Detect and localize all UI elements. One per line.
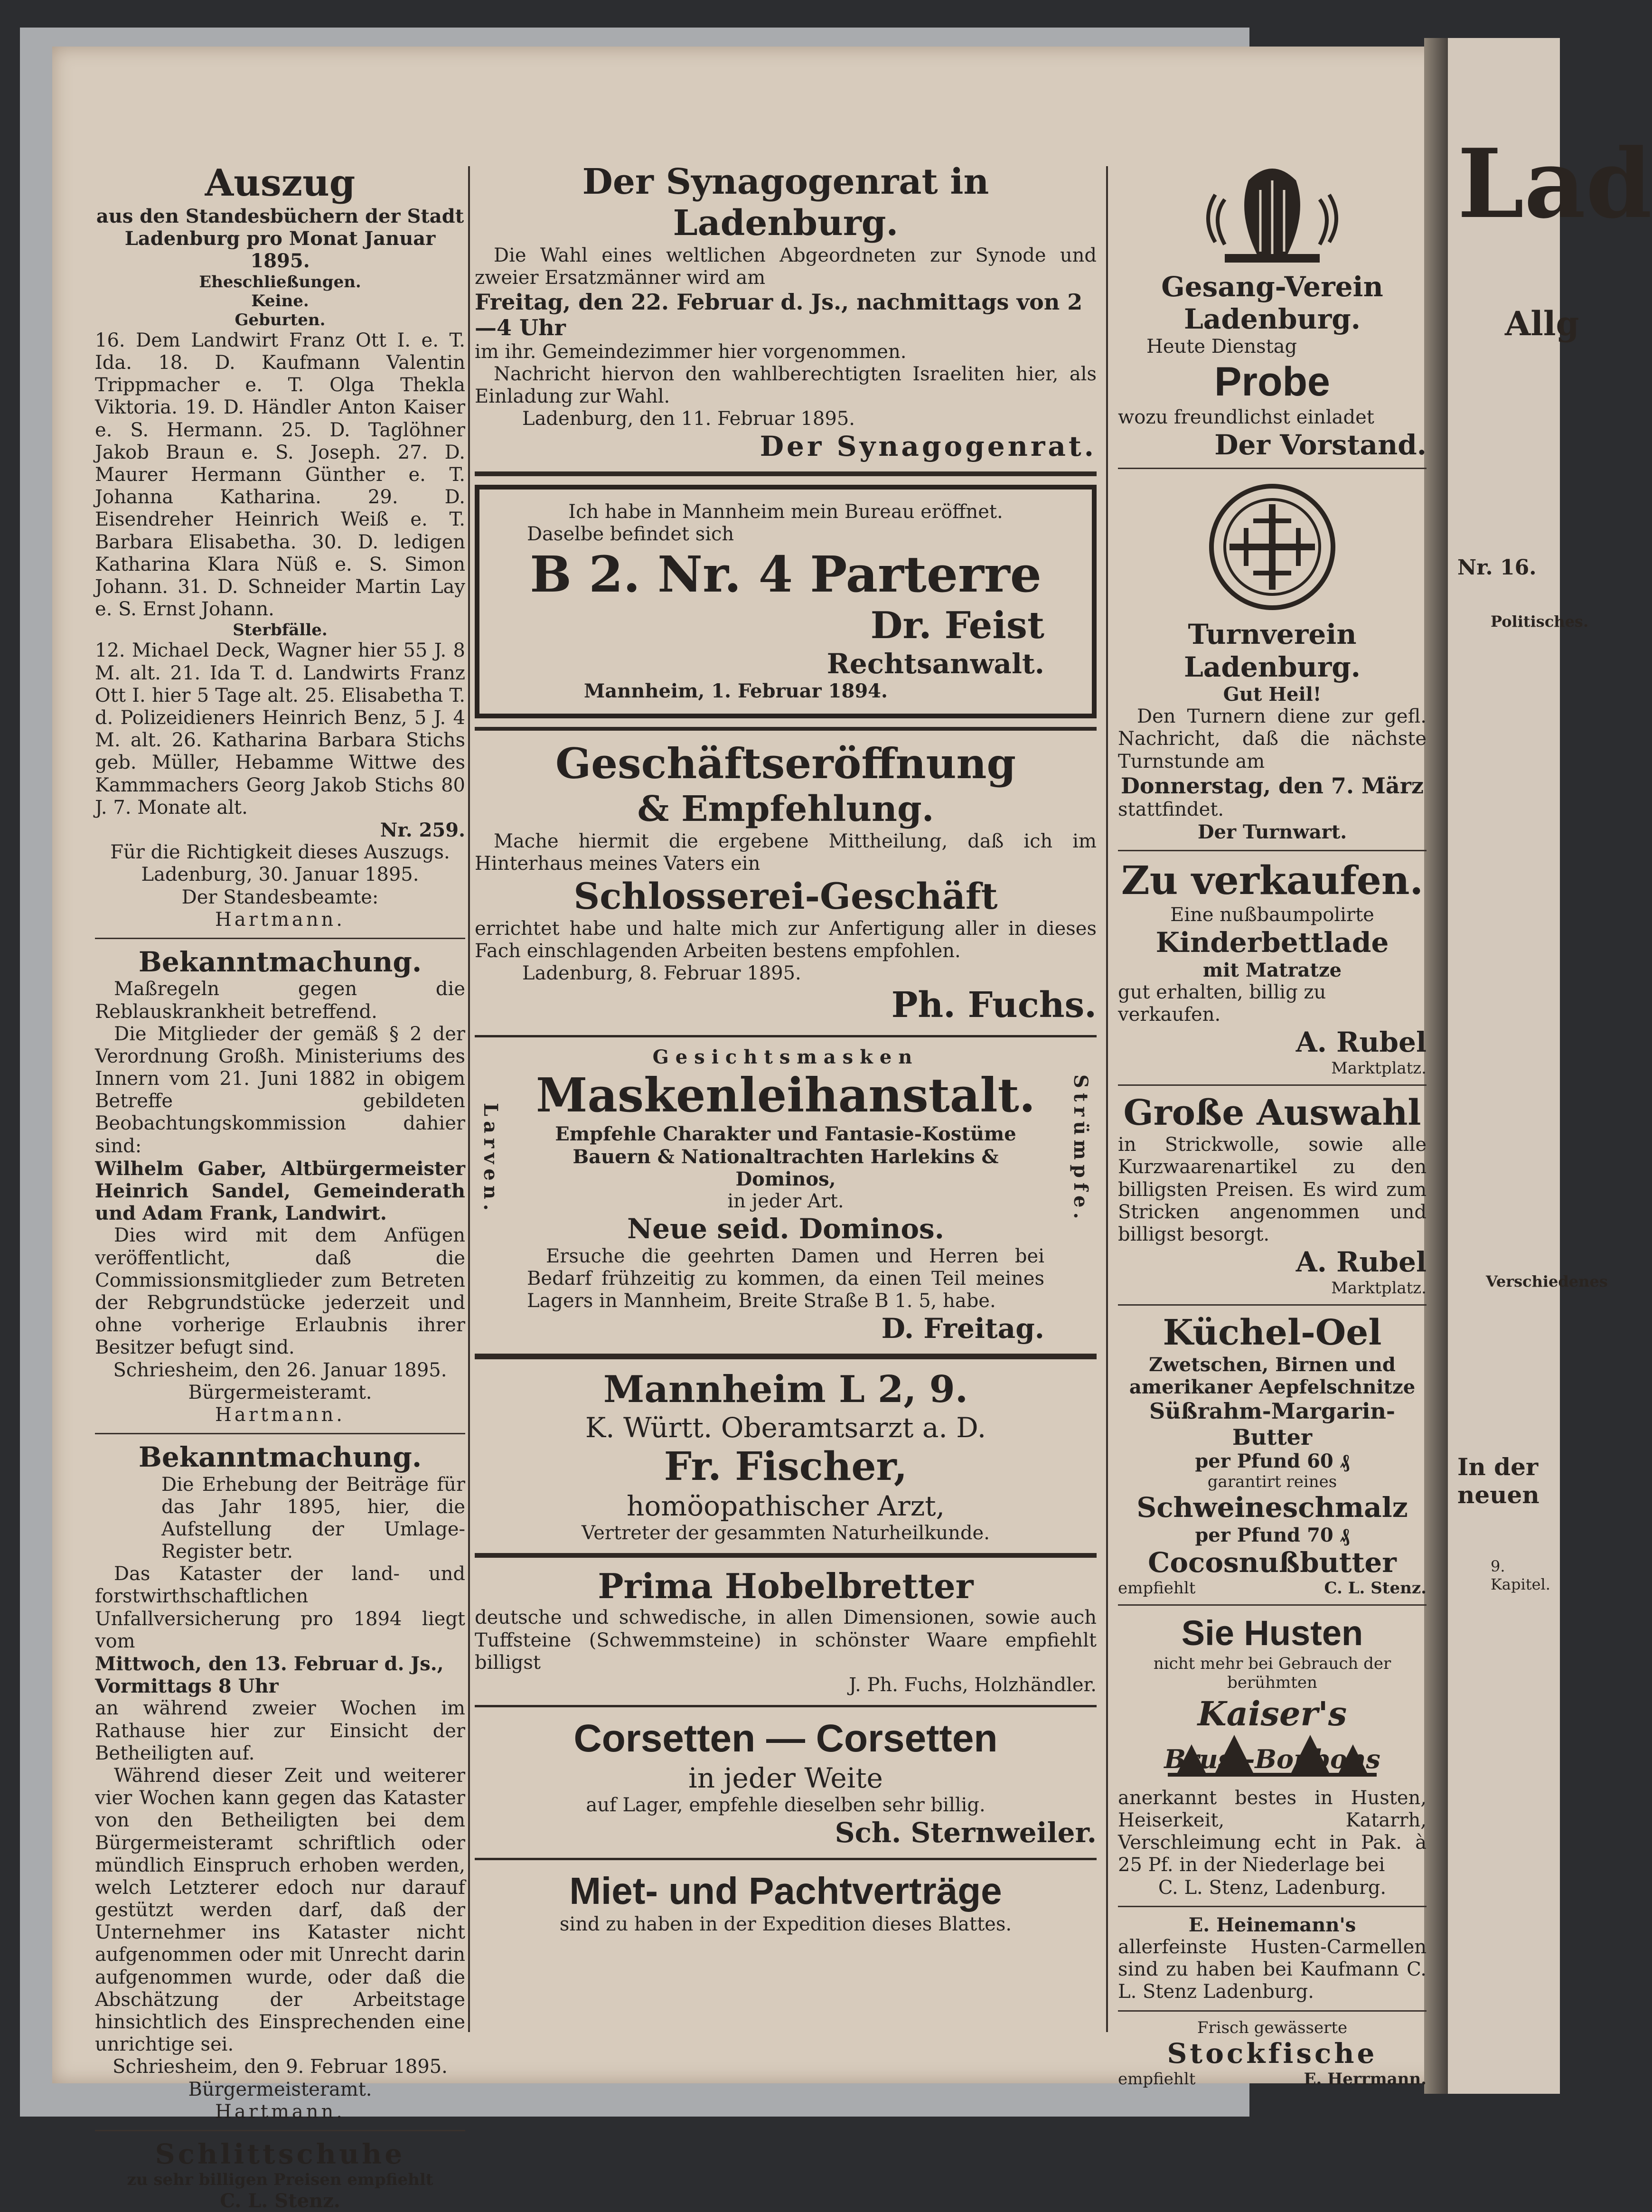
synagogenrat-notice xyxy=(475,161,1097,463)
auszug-certification: Für die Richtigkeit dieses Auszugs. xyxy=(110,841,450,864)
hobel-title: Prima Hobelbretter xyxy=(598,1566,974,1607)
verk-line2: mit Matratze xyxy=(1202,959,1342,981)
turnverein-emblem-icon xyxy=(1201,476,1343,618)
verk-place: Marktplatz. xyxy=(1331,1058,1427,1078)
heinemann-ad xyxy=(1118,1914,1427,2004)
auswahl-ad xyxy=(1118,1092,1427,1298)
bek1-office: Bürgermeisteramt. xyxy=(188,1381,372,1403)
divider xyxy=(1118,2010,1427,2012)
masken-ad xyxy=(475,1046,1097,1345)
auszug-place-date: Ladenburg, 30. Januar 1895. xyxy=(141,864,419,886)
stock-top: Frisch gewässerte xyxy=(1197,2018,1348,2037)
kuechel-line3: per Pfund 60 ₰ xyxy=(1195,1450,1350,1472)
fischer-line2: Vertreter der gesammten Naturheilkunde. xyxy=(582,1522,990,1544)
kuechel-ad xyxy=(1118,1312,1427,1598)
svg-text:Brust-Bonbons: Brust-Bonbons xyxy=(1164,1743,1380,1774)
bekanntmachung-1 xyxy=(95,946,465,1426)
divider xyxy=(475,1354,1097,1359)
kaiser-logo-icon xyxy=(1163,1692,1381,1787)
corsetten-ad xyxy=(475,1716,1097,1849)
turn-greeting: Gut Heil! xyxy=(1223,683,1322,706)
next-section2-title: Verschiedenes xyxy=(1486,1272,1608,1290)
divider xyxy=(475,1553,1097,1558)
gesang-title: Gesang-Verein Ladenburg. xyxy=(1161,271,1383,336)
kuechel-line7: Cocosnußbutter xyxy=(1148,1546,1397,1579)
auszug-marriages-none: Keine. xyxy=(251,291,309,311)
hobel-body: deutsche und schwedische, in allen Dimensionen, sowie auch Tuffsteine (Schwemmsteine) in schönster Waare empfiehlt billigst xyxy=(475,1607,1097,1674)
column-3 xyxy=(1118,161,1427,2089)
fischer-address: Mannheim L 2, 9. xyxy=(603,1367,968,1411)
turn-title: Turnverein Ladenburg. xyxy=(1183,618,1361,683)
auswahl-place: Marktplatz. xyxy=(1331,1278,1427,1298)
husten-line1: nicht mehr bei Gebrauch der berühmten xyxy=(1153,1654,1391,1692)
turn-body: Den Turnern diene zur gefl. Nachricht, daß die nächste Turnstunde am xyxy=(1118,706,1427,772)
turn-body2: stattfindet. xyxy=(1118,799,1224,821)
gesang-line2: wozu freundlichst einladet xyxy=(1118,406,1374,428)
bek2-body2: an während zweier Wochen im Rathause hier zur Einsicht der Betheiligten auf. xyxy=(95,1697,465,1764)
kuechel-line2: Süßrahm-Margarin-Butter xyxy=(1149,1398,1396,1450)
hobel-name: J. Ph. Fuchs, Holzhändler. xyxy=(849,1674,1097,1696)
kuechel-left: empfiehlt xyxy=(1118,1579,1196,1598)
masken-line1: Empfehle Charakter und Fantasie-Kostüme xyxy=(555,1123,1016,1146)
fuchs-title1: Geschäftseröffnung xyxy=(555,739,1016,789)
fuchs-body1: Mache hiermit die ergebene Mittheilung, daß ich im Hinterhaus meines Vaters ein xyxy=(475,830,1097,875)
feist-name: Dr. Feist xyxy=(870,603,1044,647)
syn-place-date: Ladenburg, den 11. Februar 1895. xyxy=(522,408,855,430)
stock-footer xyxy=(1118,2070,1427,2089)
stock-left: empfiehlt xyxy=(1118,2070,1196,2089)
fuchs-name: Ph. Fuchs. xyxy=(891,985,1097,1026)
kuechel-title: Küchel-Oel xyxy=(1163,1312,1382,1353)
auszug-marriages-heading: Eheschließungen. xyxy=(199,272,361,292)
bek2-title: Bekanntmachung. xyxy=(138,1441,422,1474)
miet-ad xyxy=(475,1869,1097,1936)
fischer-ad xyxy=(475,1368,1097,1545)
next-serial-title: In der neuen xyxy=(1457,1453,1539,1509)
auswahl-title: Große Auswahl xyxy=(1123,1092,1421,1133)
syn-body3: Nachricht hiervon den wahlberechtigten Israeliten hier, als Einladung zur Wahl. xyxy=(475,363,1097,407)
verkaufen-ad xyxy=(1118,858,1427,1077)
bek1-signature: Hartmann. xyxy=(215,1403,345,1426)
turn-sign: Der Turnwart. xyxy=(1197,821,1347,844)
cors-title: Corsetten — Corsetten xyxy=(573,1717,998,1760)
feist-ad xyxy=(475,485,1097,719)
divider xyxy=(1118,850,1427,851)
auszug-deaths-heading: Sterbfälle. xyxy=(233,621,328,640)
schlitt-line: zu sehr billigen Preisen empfiehlt xyxy=(127,2170,433,2190)
fischer-line1: K. Württ. Oberamtsarzt a. D. xyxy=(585,1411,986,1444)
auszug-notice xyxy=(95,161,465,931)
gesang-sign: Der Vorstand. xyxy=(1214,428,1427,461)
bek2-subject: Die Erhebung der Beiträge für das Jahr 1895, hier, die Aufstellung der Umlage-Register betr. xyxy=(161,1473,465,1563)
fuchs-place-date: Ladenburg, 8. Februar 1895. xyxy=(522,962,801,985)
bek2-signature: Hartmann. xyxy=(215,2100,345,2123)
bek1-title: Bekanntmachung. xyxy=(138,945,422,978)
gesang-verein-ad xyxy=(1118,161,1427,461)
bek2-body1: Das Kataster der land- und forstwirthschaftlichen Unfallversicherung pro 1894 liegt vom xyxy=(95,1563,465,1652)
feist-address: B 2. Nr. 4 Parterre xyxy=(530,545,1042,604)
bek2-body3: Während dieser Zeit und weiterer vier Wochen kann gegen das Kataster von den Betheiligten bei dem Bürgermeisteramt schriftlich oder mündlich Einspruch erhoben werden, welch Letzterer edoch nur darauf gestützt werden darf, daß der Unternehmer ins Kataster nicht aufgenommen oder mit Unrecht darin aufgenommen wurde, oder daß die Abschätzung der Arbeitstage hinsichtlich des Einsprechenden eine unrichtige sei. xyxy=(95,1764,465,2056)
syn-title: Der Synagogenrat in Ladenburg. xyxy=(582,161,989,244)
verk-name: A. Rubel xyxy=(1295,1026,1427,1059)
feist-line1: Ich habe in Mannheim mein Bureau eröffnet. xyxy=(568,500,1003,523)
auswahl-name: A. Rubel xyxy=(1295,1246,1427,1279)
auszug-official: Der Standesbeamte: xyxy=(181,886,379,908)
husten-ad xyxy=(1118,1612,1427,1899)
auszug-subtitle: aus den Standesbüchern der Stadt Ladenburg pro Monat Januar 1895. xyxy=(96,205,464,273)
divider xyxy=(1118,1906,1427,1907)
heinemann-title: E. Heinemann's xyxy=(1188,1913,1356,1936)
next-masthead: Lad xyxy=(1457,128,1652,240)
bek2-date: Mittwoch, den 13. Februar d. Js., Vormittags 8 Uhr xyxy=(95,1653,444,1698)
auszug-signature: Hartmann. xyxy=(215,908,345,931)
syn-sign: Der Synagogenrat. xyxy=(760,430,1097,463)
feist-title: Rechtsanwalt. xyxy=(826,647,1044,680)
fischer-name: Fr. Fischer, xyxy=(664,1444,908,1489)
fuchs-shop: Schlosserei-Geschäft xyxy=(573,875,998,917)
column-rule-1 xyxy=(468,166,470,2032)
auszug-deaths: 12. Michael Deck, Wagner hier 55 J. 8 M. alt. 21. Ida T. d. Landwirts Franz Ott I. hier 5 Tage alt. 25. Elisabetha T. d. Polizeidieners Heinrich Benz, 5 J. 4 M. alt. 26. Katharina Barbara Stichs geb. Müller, Hebamme Wittwe des Kammmachers Georg Jakob Stichs 80 J. 7. Monate alt. xyxy=(95,640,465,819)
next-section-title: Politisches. xyxy=(1491,612,1589,631)
kuechel-footer xyxy=(1118,1579,1427,1598)
schlitt-name: C. L. Stenz. xyxy=(220,2189,340,2212)
divider xyxy=(95,2130,465,2131)
syn-body2: im ihr. Gemeindezimmer hier vorgenommen. xyxy=(475,340,907,363)
feist-place-date: Mannheim, 1. Februar 1894. xyxy=(584,680,888,703)
bekanntmachung-2 xyxy=(95,1441,465,2123)
next-masthead-sub: Allg xyxy=(1505,304,1579,343)
bek2-office: Bürgermeisteramt. xyxy=(188,2078,372,2100)
column-2 xyxy=(475,161,1097,1936)
column-rule-2 xyxy=(1106,166,1108,2032)
schlitt-title: Schlittschuhe xyxy=(155,2137,405,2170)
husten-name: C. L. Stenz, Ladenburg. xyxy=(1158,1876,1387,1899)
masken-line2: Bauern & Nationaltrachten Harlekins & Dominos, xyxy=(573,1145,999,1190)
lyre-icon xyxy=(1196,161,1348,271)
divider xyxy=(1118,1604,1427,1606)
verk-item: Kinderbettlade xyxy=(1155,926,1389,959)
masken-line5: Ersuche die geehrten Damen und Herren bei Bedarf frühzeitig zu kommen, da einen Teil meines Lagers in Mannheim, Breite Straße B 1. 5, habe. xyxy=(527,1245,1044,1312)
miet-line: sind zu haben in der Expedition dieses Blattes. xyxy=(559,1913,1012,1936)
divider xyxy=(475,727,1097,731)
fischer-title: homöopathischer Arzt, xyxy=(626,1489,945,1522)
heinemann-body: allerfeinste Husten-Carmellen sind zu haben bei Kaufmann C. L. Stenz Ladenburg. xyxy=(1118,1936,1427,2003)
divider xyxy=(95,938,465,939)
kuechel-line6: per Pfund 70 ₰ xyxy=(1195,1524,1350,1546)
stock-title: Stockfische xyxy=(1167,2037,1378,2070)
syn-date: Freitag, den 22. Februar d. Js., nachmittags von 2—4 Uhr xyxy=(475,289,1083,341)
cors-line1: in jeder Weite xyxy=(688,1761,883,1794)
masken-top: Gesichtsmasken xyxy=(652,1045,919,1068)
verk-line1: Eine nußbaumpolirte xyxy=(1170,904,1374,926)
masken-line3: in jeder Art. xyxy=(727,1190,844,1212)
masken-title: Maskenleihanstalt. xyxy=(535,1068,1036,1123)
auszug-births-heading: Geburten. xyxy=(235,310,326,329)
auswahl-body: in Strickwolle, sowie alle Kurzwaarenartikel zu den billigsten Preisen. Es wird zum Stricken angenommen und billigst besorgt. xyxy=(1118,1134,1427,1245)
masken-line4: Neue seid. Dominos. xyxy=(627,1213,944,1245)
auszug-number: Nr. 259. xyxy=(380,819,465,841)
stock-name: E. Herrmann. xyxy=(1304,2070,1427,2089)
bek1-place-date: Schriesheim, den 26. Januar 1895. xyxy=(113,1359,447,1381)
next-issue-number: Nr. 16. xyxy=(1457,555,1537,580)
kuechel-name: C. L. Stenz. xyxy=(1324,1579,1427,1598)
miet-title: Miet- und Pachtverträge xyxy=(569,1869,1002,1912)
auszug-births: 16. Dem Landwirt Franz Ott I. e. T. Ida. 18. D. Kaufmann Valentin Trippmacher e. T. Olga Thekla Viktoria. 19. D. Händler Anton Kaiser e. S. Hermann. 25. D. Taglöhner Jakob Braun e. S. Joseph. 27. D. Maurer Hermann Günther e. T. Johanna Katharina. 29. D. Eisendreher Heinrich Weiß e. T. Barbara Elisabetha. 30. D. ledigen Katharina Klara Nüß e. S. Simon Johann. 31. D. Schneider Martin Lay e. S. Ernst Johann. xyxy=(95,329,465,621)
husten-title: Sie Husten xyxy=(1181,1613,1363,1653)
hobel-ad xyxy=(475,1566,1097,1696)
svg-text:Kaiser's: Kaiser's xyxy=(1197,1694,1347,1733)
bek1-subject: Maßregeln gegen die Reblauskrankheit betreffend. xyxy=(95,978,465,1023)
kuechel-line4: garantirt reines xyxy=(1207,1472,1337,1492)
fuchs-body2: errichtet habe und halte mich zur Anfertigung aller in dieses Fach einschlagenden Arbeiten bestens empfohlen. xyxy=(475,917,1097,962)
turnverein-ad xyxy=(1118,476,1427,843)
kuechel-line1: Zwetschen, Birnen und amerikaner Aepfelschnitze xyxy=(1129,1354,1416,1399)
verk-line3: gut erhalten, billig zu verkaufen. xyxy=(1118,981,1326,1026)
schlittschuhe-ad xyxy=(95,2138,465,2212)
auszug-title: Auszug xyxy=(205,161,356,205)
next-chapter: 9. Kapitel. xyxy=(1491,1557,1550,1593)
cors-line2: auf Lager, empfehle dieselben sehr billig. xyxy=(586,1794,986,1817)
fuchs-ad xyxy=(475,739,1097,1026)
kuechel-line5: Schweineschmalz xyxy=(1136,1491,1408,1524)
divider xyxy=(475,1705,1097,1707)
masken-left-vertical: Larven. xyxy=(479,1102,502,1215)
gesang-probe: Probe xyxy=(1214,359,1330,405)
divider xyxy=(475,1858,1097,1860)
divider xyxy=(475,1035,1097,1037)
masken-name: D. Freitag. xyxy=(881,1312,1044,1345)
husten-body: anerkannt bestes in Husten, Heiserkeit, Katarrh, Verschleimung echt in Pak. à 25 Pf. in der Niederlage bei xyxy=(1118,1787,1427,1876)
stockfische-ad xyxy=(1118,2018,1427,2089)
column-1 xyxy=(95,161,465,2212)
divider xyxy=(1118,468,1427,469)
syn-body1: Die Wahl eines weltlichen Abgeordneten zur Synode und zweier Ersatzmänner wird am xyxy=(475,244,1097,289)
verk-title: Zu verkaufen. xyxy=(1121,858,1424,904)
divider xyxy=(1118,1084,1427,1086)
bek1-members: Wilhelm Gaber, Altbürgermeister Heinrich Sandel, Gemeinderath und Adam Frank, Landwirt. xyxy=(95,1157,465,1225)
divider xyxy=(95,1433,465,1434)
masken-right-vertical: Strümpfe. xyxy=(1070,1074,1092,1224)
bek2-place-date: Schriesheim, den 9. Februar 1895. xyxy=(113,2056,448,2078)
fuchs-title2: & Empfehlung. xyxy=(637,789,934,830)
bek1-body2: Dies wird mit dem Anfügen veröffentlicht, daß die Commissionsmitglieder zum Betreten der Rebgrundstücke jederzeit und ohne vorherige Erlaubnis ihrer Besitzer befugt sind. xyxy=(95,1224,465,1359)
divider xyxy=(1118,1304,1427,1306)
gesang-line1: Heute Dienstag xyxy=(1146,335,1297,358)
bek1-body1: Die Mitglieder der gemäß § 2 der Verordnung Großh. Ministeriums des Innern vom 21. Juni 1882 in obigem Betreffe gebildeten Beobachtungskommission dahier sind: xyxy=(95,1023,465,1157)
divider xyxy=(475,471,1097,476)
cors-name: Sch. Sternweiler. xyxy=(835,1817,1097,1849)
turn-date: Donnerstag, den 7. März xyxy=(1120,772,1424,799)
feist-line2: Daselbe befindet sich xyxy=(527,523,734,545)
next-page-edge xyxy=(1448,38,1652,2094)
